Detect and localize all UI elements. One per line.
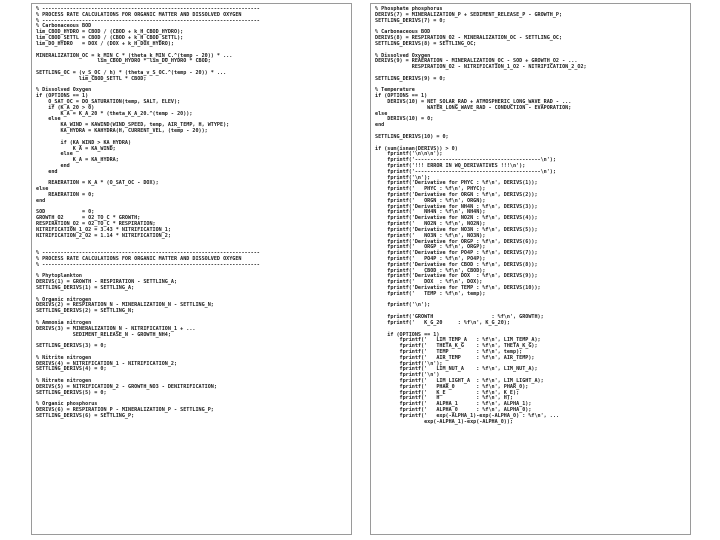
right-code-line: SETTLING_DERIVS(9) = 0; xyxy=(375,75,446,82)
left-code-line: DERIVS(5) = NITRIFICATION_2 - GROWTH_NO3 - DENITRIFICATION; xyxy=(36,383,217,390)
left-code-line: DERIVS(2) = RESPIRATION_N - MINERALIZATION_N - SETTLING_N; xyxy=(36,302,214,309)
left-code-line: % ----------------------------------------------------------------------- xyxy=(36,17,260,24)
right-code-line: fprintf(' THETA_K_G : %f\n', THETA_K_G); xyxy=(375,343,538,350)
right-code-line: % Temperature xyxy=(375,87,415,94)
left-code-line: % Phytoplankton xyxy=(36,273,83,280)
left-code-line: lim_CBOD_SETTL * CBOD; xyxy=(36,75,147,82)
right-code-line: fprintf(' NH4N : %f\n', NH4N); xyxy=(375,209,486,216)
right-code-line: DERIVS(8) = RESPIRATION_O2 - MINERALIZATION_OC - SETTLING_OC; xyxy=(375,35,563,42)
left-code-line: % Ammonia nitrogen xyxy=(36,319,92,326)
right-code-line: fprintf('\n'); xyxy=(375,174,431,181)
left-code-line: end xyxy=(36,197,46,204)
left-code-line: SOD = 0; xyxy=(36,209,95,216)
left-code-line: K_A = KA_WIND; xyxy=(36,145,116,152)
left-code-line: lim_CBOD_HYDRO = CBOD / (CBOD + k_H_CBOD_HYDRO); xyxy=(36,29,184,36)
right-code-line: if (sum(isnan(DERIVS)) > 0) xyxy=(375,145,458,152)
right-code-line: fprintf(' ALPHA_1 : %f\n', ALPHA_1); xyxy=(375,401,532,408)
left-code-line: K_A = K_A_20 * (theta_K_A_20.^(temp - 20)); xyxy=(36,110,193,117)
code-listing-left xyxy=(32,4,351,420)
right-code-line: fprintf('Derivative for PO4P : %f\n', DERIVS(7)); xyxy=(375,250,538,257)
left-code-line: SETTLING_DERIVS(3) = 0; xyxy=(36,343,107,350)
left-code-line: % ----------------------------------------------------------------------- xyxy=(36,261,260,268)
left-code-line: end xyxy=(36,168,58,175)
right-code-line: fprintf(' PHYC : %f\n', PHYC); xyxy=(375,186,486,193)
left-code-line: else xyxy=(36,186,49,193)
left-code-line: lim_CBOD_HYDRO * lim_DO_HYDRO * CBOD; xyxy=(36,58,211,65)
left-code-line: % PROCESS RATE CALCULATIONS FOR ORGANIC MATTER AND DISSOLVED OXYGEN xyxy=(36,11,242,18)
right-code-line: fprintf(' CBOD : %f\n', CBOD); xyxy=(375,267,486,274)
right-code-line: fprintf(' NO2N : %f\n', NO2N); xyxy=(375,221,486,228)
right-code-line: fprintf('Derivative for PHYC : %f\n', DERIVS(1)); xyxy=(375,180,538,187)
left-code-line: % Carbonaceous BOD xyxy=(36,23,92,30)
left-code-line: lim_DO_HYDRO = DOX / (DOX + k_H_DOX_HYDRO); xyxy=(36,40,175,47)
right-code-line: DERIVS(7) = MINERALIZATION_P + SEDIMENT_RELEASE_P - GROWTH_P; xyxy=(375,11,563,18)
left-code-line: end xyxy=(36,162,70,169)
right-code-line: RESPIRATION_O2 - NITRIFICATION_1_O2 - NITRIFICATION_2_O2; xyxy=(375,64,587,71)
right-code-line: fprintf(' ORGN : %f\n', ORGN); xyxy=(375,197,486,204)
left-code-line: % PROCESS RATE CALCULATIONS FOR ORGANIC MATTER AND DISSOLVED OXYGEN xyxy=(36,255,242,262)
right-code-line: fprintf('-----------------------------------------\n'); xyxy=(375,157,556,164)
right-code-line: fprintf('Derivative for NH4N : %f\n', DERIVS(3)); xyxy=(375,203,538,210)
right-code-line: fprintf(' exp(-ALPHA_1)-exp(-ALPHA_0) : %f\n', ... xyxy=(375,412,560,419)
right-code-line: fprintf('\n'); xyxy=(375,360,443,367)
left-code-line: % Dissolved Oxygen xyxy=(36,87,92,94)
left-code-line: else xyxy=(36,116,61,123)
left-code-line: NITRIFICATION_1_O2 = 3.43 * NITRIFICATION_1; xyxy=(36,226,171,233)
right-code-line: else xyxy=(375,110,388,117)
right-code-line: fprintf(' ORGP : %f\n', ORGP); xyxy=(375,244,486,251)
right-code-line: SETTLING_DERIVS(8) = SETTLING_OC; xyxy=(375,40,477,47)
left-code-line: % Nitrate nitrogen xyxy=(36,378,92,384)
left-code-line: O_SAT_OC = DO_SATURATION(temp, SALT, ELEV); xyxy=(36,99,181,105)
right-code-line: fprintf(' AIR_TEMP : %f\n', AIR_TEMP); xyxy=(375,354,535,361)
left-code-line: DERIVS(6) = RESPIRATION_P - MINERALIZATION_P - SETTLING_P; xyxy=(36,407,214,414)
right-code-line: fprintf(' PHAR_0 : %f\n', PHAR_0); xyxy=(375,383,529,390)
left-code-line: SETTLING_DERIVS(2) = SETTLING_N; xyxy=(36,308,135,315)
left-code-line: SETTLING_DERIVS(4) = 0; xyxy=(36,366,107,373)
left-code-line: MINERALIZATION_OC = k_MIN_C * (theta_k_MIN_C.^(temp - 20)) * ... xyxy=(36,52,233,59)
right-code-line: if (OPTIONS == 1) xyxy=(375,93,428,100)
right-code-line: fprintf(' TEMP : %f\n', temp); xyxy=(375,348,523,355)
left-code-line: lim_CBOD_SETTL = CBOD / (CBOD + k_H_CBOD_SETTL); xyxy=(36,35,184,42)
right-code-line: fprintf('\n') xyxy=(375,372,440,379)
left-code-line: GROWTH_O2 = O2_TO_C * GROWTH; xyxy=(36,215,141,222)
left-code-line: % ----------------------------------------------------------------------- xyxy=(36,6,260,12)
right-code-line: fprintf(' LIM_NUT_A : %f\n', LIM_NUT_A); xyxy=(375,366,538,373)
right-code-line: exp(-ALPHA_1)-exp(-ALPHA_0)); xyxy=(375,418,514,425)
left-code-line: SETTLING_DERIVS(6) = SETTLING_P; xyxy=(36,412,135,419)
right-code-line: fprintf(' K_E : %f\n', K_E); xyxy=(375,389,520,396)
left-code-line: K_A = KA_HYDRA; xyxy=(36,157,119,164)
left-code-line: % Nitrite nitrogen xyxy=(36,354,92,361)
left-code-line: SETTLING_DERIVS(1) = SETTLING_A; xyxy=(36,285,135,291)
right-code-line: fprintf('GROWTH : %f\n', GROWTH); xyxy=(375,314,544,321)
left-code-line: NITRIFICATION_2_O2 = 1.14 * NITRIFICATION_2; xyxy=(36,232,171,239)
right-code-line: fprintf(' DOX : %f\n', DOX); xyxy=(375,279,483,286)
right-code-line: fprintf('Derivative for TEMP : %f\n', DERIVS(10)); xyxy=(375,285,541,291)
left-code-line: REAERATION = K_A * (O_SAT_OC - DOX); xyxy=(36,180,159,187)
right-code-line: SETTLING_DERIVS(7) = 0; xyxy=(375,17,446,24)
left-code-line: SETTLING_DERIVS(5) = 0; xyxy=(36,389,107,396)
right-code-line: fprintf('Derivative for ORGP : %f\n', DERIVS(6)); xyxy=(375,238,538,245)
left-code-line: DERIVS(4) = NITRIFICATION_1 - NITRIFICATION_2; xyxy=(36,360,178,367)
right-code-line: fprintf('Derivative for NO2N : %f\n', DERIVS(4)); xyxy=(375,215,538,222)
code-listing-right xyxy=(371,4,690,426)
right-code-line: SETTLING_DERIVS(10) = 0; xyxy=(375,133,449,140)
right-code-line: fprintf(' K_G_20 : %f\n', K_G_20); xyxy=(375,319,510,326)
right-code-line: DERIVS(10) = NET_SOLAR_RAD + ATMOSPHERIC_LONG_WAVE_RAD - ... xyxy=(375,99,572,105)
right-code-line: fprintf('-----------------------------------------\n'); xyxy=(375,168,556,175)
left-code-line: if (KA_WIND > KA_HYDRA) xyxy=(36,139,132,146)
right-code-line: fprintf('Derivative for NO3N : %f\n', DERIVS(5)); xyxy=(375,226,538,233)
right-code-line: fprintf(' PO4P : %f\n', PO4P); xyxy=(375,255,486,262)
document-page-right xyxy=(370,3,691,535)
right-code-line: fprintf(' LIM_TEMP_A : %f\n', LIM_TEMP_A); xyxy=(375,337,541,344)
right-code-line: DERIVS(9) = REAERATION - MINERALIZATION_OC - SOD + GROWTH_O2 - ... xyxy=(375,58,578,65)
left-code-line: % Organic phosphorus xyxy=(36,401,98,408)
right-code-line: WATER_LONG_WAVE_RAD - CONDUCTION - EVAPORATION; xyxy=(375,104,572,111)
document-page-left xyxy=(31,3,352,535)
right-code-line: fprintf('Derivative for CBOD : %f\n', DERIVS(8)); xyxy=(375,261,538,268)
left-code-line: KA_WIND = KAWIND(WIND_SPEED, temp, AIR_TEMP, H, WTYPE); xyxy=(36,122,230,129)
left-code-line: DERIVS(1) = GROWTH - RESPIRATION - SETTLING_A; xyxy=(36,279,178,286)
right-code-line: fprintf(' NO3N : %f\n', NO3N); xyxy=(375,232,486,239)
right-code-line: fprintf(' TEMP : %f\n', temp); xyxy=(375,290,486,297)
left-code-line: DERIVS(3) = MINERALIZATION_N - NITRIFICATION_1 + ... xyxy=(36,325,196,332)
right-code-line: % Phosphate phosphorus xyxy=(375,6,443,12)
right-code-line: fprintf('Derivative for DOX : %f\n', DERIVS(9)); xyxy=(375,273,538,280)
left-code-line: % ----------------------------------------------------------------------- xyxy=(36,250,260,257)
right-code-line: fprintf('!!! ERROR IN WQ_DERIVATIVES !!!\n'); xyxy=(375,162,526,169)
left-code-line: REAERATION = 0; xyxy=(36,192,95,198)
right-code-line: fprintf('\n'); xyxy=(375,302,431,309)
right-code-line: fprintf('\n\n\n'); xyxy=(375,151,443,158)
right-code-line: % Carbonaceous BOD xyxy=(375,29,431,36)
right-code-line: fprintf('Derivative for ORGN : %f\n', DERIVS(2)); xyxy=(375,192,538,198)
right-code-line: DERIVS(10) = 0; xyxy=(375,116,434,123)
left-code-line: RESPIRATION_O2 = O2_TO_C * RESPIRATION; xyxy=(36,221,156,228)
left-code-line: else xyxy=(36,151,73,158)
right-code-line: % Dissolved Oxygen xyxy=(375,52,431,59)
left-code-line: KA_HYDRA = KAHYDRA(H, CURRENT_VEL, (temp - 20)); xyxy=(36,128,208,135)
left-code-line: if (OPTIONS == 1) xyxy=(36,93,89,100)
left-code-line: SETTLING_OC = (v_S_OC / h) * (theta_v_S_OC.^(temp - 20)) * ... xyxy=(36,69,227,76)
right-code-line: fprintf(' LIM_LIGHT_A : %f\n', LIM_LIGHT_A); xyxy=(375,378,544,384)
right-code-line: fprintf(' H : %f\n', H); xyxy=(375,395,514,402)
right-code-line: fprintf(' ALPHA_0 : %f\n', ALPHA_0); xyxy=(375,407,532,414)
left-code-line: SEDIMENT_RELEASE_N - GROWTH_NH4; xyxy=(36,331,171,338)
left-code-line: % Organic nitrogen xyxy=(36,296,92,303)
right-code-line: if (OPTIONS == 1) xyxy=(375,331,440,338)
left-code-line: if (K_A_20 > 0) xyxy=(36,104,95,111)
right-code-line: end xyxy=(375,122,385,129)
